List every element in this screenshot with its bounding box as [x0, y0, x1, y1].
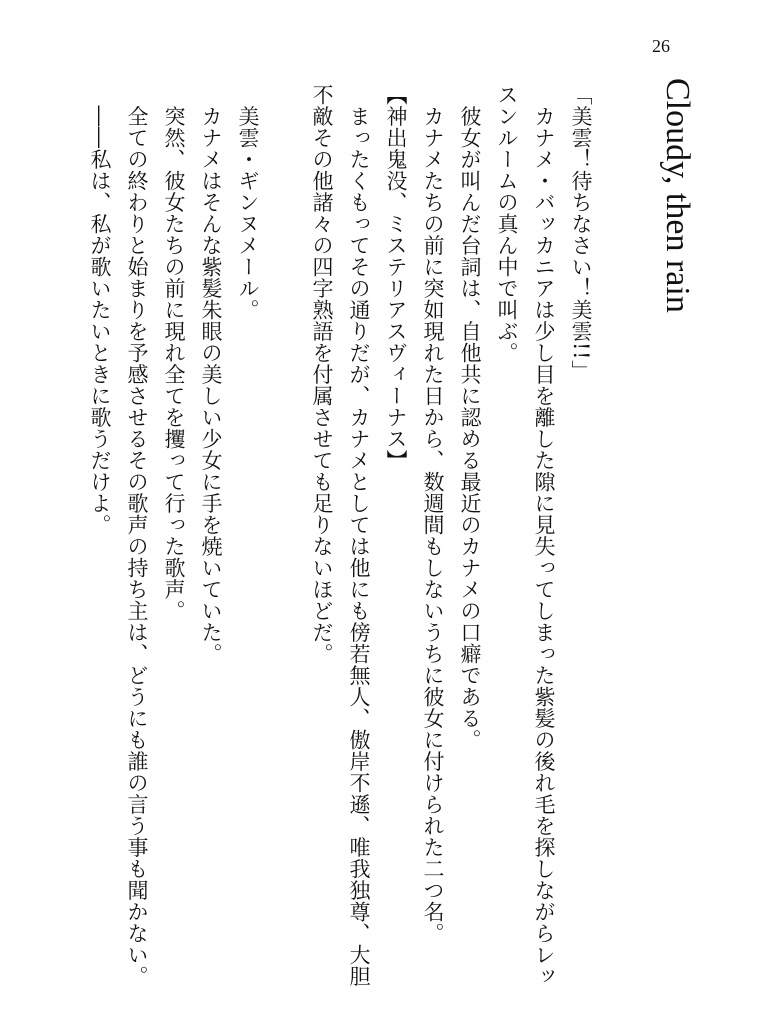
text-line: カナメたちの前に突如現れた日から、数週間もしないうちに彼女に付けられた二つ名。	[421, 84, 445, 944]
text-line: 不敵その他諸々の四字熟語を付属させても足りないほどだ。	[310, 84, 334, 665]
text-line: カナメ・バッカニアは少し目を離した隙に見失ってしまった紫髪の後れ毛を探しながらレッ	[532, 84, 556, 987]
text-line: 彼女が叫んだ台詞は、自他共に認める最近のカナメの口癖である。	[458, 84, 482, 751]
text-line: 「美雲！待ちなさい！美雲!!」	[569, 84, 593, 382]
text-line: 突然、彼女たちの前に現れ全てを攫って行った歌声。	[162, 84, 186, 622]
body-text	[81, 84, 599, 987]
text-line: 【神出鬼没、ミステリアスヴィーナス】	[384, 84, 408, 471]
chapter-title: Cloudy, then rain	[659, 78, 696, 313]
text-line: まったくもってその通りだが、カナメとしては他にも傍若無人、傲岸不遜、唯我独尊、大胆	[347, 84, 371, 987]
blank-line	[266, 84, 303, 984]
page-number: 26	[652, 36, 670, 56]
text-line: カナメはそんな紫髪朱眼の美しい少女に手を焼いていた。	[199, 84, 223, 665]
text-line: 全ての終わりと始まりを予感させるその歌声の持ち主は、どうにも誰の言う事も聞かない。	[125, 84, 149, 987]
text-line: 美雲・ギンヌメール。	[236, 84, 260, 321]
text-line: ――私は、私が歌いたいときに歌うだけよ。	[88, 84, 112, 536]
text-line: スンルームの真ん中で叫ぶ。	[495, 84, 519, 364]
